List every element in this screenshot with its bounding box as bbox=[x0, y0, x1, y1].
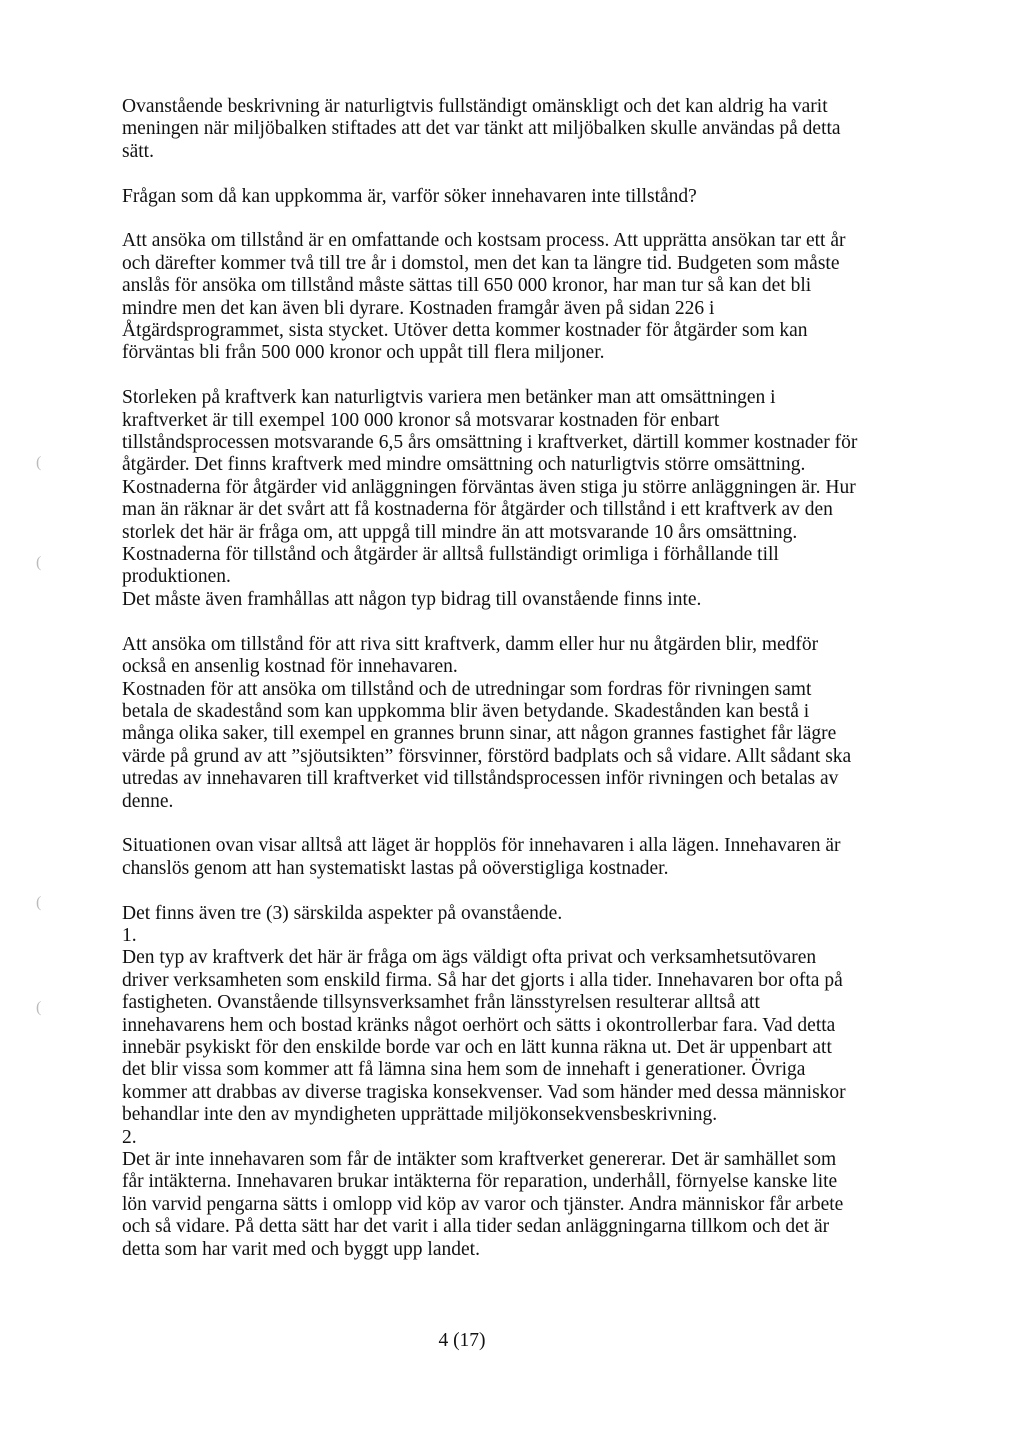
text-line: Åtgärdsprogrammet, sista stycket. Utöver detta kommer kostnader för åtgärder som kan bbox=[122, 320, 808, 342]
text-line: Ovanstående beskrivning är naturligtvis fullständigt omänskligt och det kan aldrig ha varit bbox=[122, 96, 828, 117]
text-line: Kostnaden för att ansöka om tillstånd och de utredningar som fordras för rivningen samt bbox=[122, 678, 812, 700]
margin-mark: ( bbox=[36, 454, 42, 471]
text-line: Storleken på kraftverk kan naturligtvis variera men betänker man att omsättningen i bbox=[122, 387, 776, 409]
text-line: sätt. bbox=[122, 140, 154, 162]
text-line: fastigheten. Ovanstående tillsynsverksamhet från länsstyrelsen resulterar alltså att bbox=[122, 992, 760, 1014]
paragraph bbox=[122, 835, 912, 880]
text-line: Att ansöka om tillstånd är en omfattande och kostsam process. Att upprätta ansökan tar ett år bbox=[122, 230, 846, 252]
text-line: Det måste även framhållas att någon typ bidrag till ovanstående finns inte. bbox=[122, 588, 702, 610]
text-line: storlek det här är fråga om, att uppgå till mindre än att motsvarande 10 års omsättning. bbox=[122, 521, 798, 543]
text-line: Frågan som då kan uppkomma är, varför söker innehavaren inte tillstånd? bbox=[122, 185, 697, 207]
text-line: chanslös genom att han systematiskt lastas på oöverstigliga kostnader. bbox=[122, 857, 669, 879]
paragraph bbox=[122, 903, 912, 1262]
margin-mark: ( bbox=[36, 999, 42, 1016]
text-line: behandlar inte den av myndigheten upprättade miljökonsekvensbeskrivning. bbox=[122, 1104, 718, 1126]
text-line: lön varvid pengarna sätts i omlopp vid köp av varor och tjänster. Andra människor får arbete bbox=[122, 1193, 844, 1215]
text-line: åtgärder. Det finns kraftverk med mindre omsättning och naturligtvis större omsättning. bbox=[122, 454, 806, 476]
text-line: mindre men det kan även bli dyrare. Kostnaden framgår även på sidan 226 i bbox=[122, 297, 715, 319]
text-line: anslås för ansöka om tillstånd måste sättas till 650 000 kronor, har man tur så kan det bli bbox=[122, 275, 812, 297]
text-line: 1. bbox=[122, 924, 137, 946]
text-line: värde på grund av att ”sjöutsikten” försvinner, förstörd badplats och så vidare. Allt sådant ska bbox=[122, 745, 852, 767]
margin-mark: ( bbox=[36, 894, 42, 911]
text-line: detta som har varit med och byggt upp landet. bbox=[122, 1238, 480, 1260]
text-line: Att ansöka om tillstånd för att riva sitt kraftverk, damm eller hur nu åtgärden blir, medför bbox=[122, 633, 819, 655]
paragraph bbox=[122, 96, 912, 163]
text-line: många olika saker, till exempel en grannes brunn sinar, att någon grannes fastighet får lägre bbox=[122, 723, 837, 745]
text-line: tillståndsprocessen motsvarande 6,5 års omsättning i kraftverket, därtill kommer kostnader för bbox=[122, 432, 858, 454]
text-line: Kostnaderna för tillstånd och åtgärder är alltså fullständigt orimliga i förhållande till bbox=[122, 544, 779, 566]
text-line: Det är inte innehavaren som får de intäkter som kraftverket genererar. Det är samhället som bbox=[122, 1149, 837, 1170]
text-line: Situationen ovan visar alltså att läget är hopplös för innehavaren i alla lägen. Innehavaren är bbox=[122, 835, 841, 857]
paragraph bbox=[122, 634, 912, 813]
text-line: produktionen. bbox=[122, 566, 231, 588]
paragraph bbox=[122, 230, 912, 364]
text-line: Det finns även tre (3) särskilda aspekter på ovanstående. bbox=[122, 902, 563, 924]
text-line: 2. bbox=[122, 1126, 137, 1148]
text-line: man än räknar är det svårt att få kostnaderna för åtgärder och tillstånd i ett kraftverk av den bbox=[122, 499, 833, 521]
paragraph bbox=[122, 387, 912, 611]
text-line: får intäkterna. Innehavaren brukar intäkterna för reparation, underhåll, förnyelse kanske lite bbox=[122, 1171, 838, 1193]
text-line: driver verksamheten som enskild firma. Så har det gjorts i alla tider. Innehavaren bor ofta på bbox=[122, 969, 843, 991]
text-line: innebär psykiskt för den enskilde borde var och en lätt kunna räkna ut. Det är uppenbart att bbox=[122, 1036, 832, 1058]
text-line: det blir vissa som kommer att få lämna sina hem som de innehaft i generationer. Övriga bbox=[122, 1059, 806, 1081]
document-body bbox=[122, 96, 912, 1261]
text-line: innehavarens hem och bostad kränks något oerhört och sätts i okontrollerbar fara. Vad detta bbox=[122, 1014, 836, 1036]
text-line: Den typ av kraftverk det här är fråga om ägs väldigt ofta privat och verksamhetsutövaren bbox=[122, 947, 817, 969]
page-number: 4 (17) bbox=[438, 1330, 486, 1351]
text-line: betala de skadestånd som kan uppkomma blir även betydande. Skadestånden kan bestå i bbox=[122, 700, 810, 722]
text-line: denne. bbox=[122, 790, 174, 812]
text-line: kommer att drabbas av diverse tragiska konsekvenser. Vad som händer med dessa människor bbox=[122, 1081, 846, 1103]
text-line: kraftverket är till exempel 100 000 kronor så motsvarar kostnaden för enbart bbox=[122, 409, 720, 431]
text-line: utredas av innehavaren till kraftverket vid tillståndsprocessen inför rivningen och betalas av bbox=[122, 768, 839, 790]
text-line: Kostnaderna för åtgärder vid anläggningen förväntas även stiga ju större anläggningen är. Hur bbox=[122, 476, 856, 498]
text-line: också en ansenlig kostnad för innehavaren. bbox=[122, 656, 458, 678]
page-number-container bbox=[0, 1330, 1024, 1352]
text-line: meningen när miljöbalken stiftades att det var tänkt att miljöbalken skulle användas på detta bbox=[122, 118, 841, 140]
text-line: och därefter kommer två till tre år i domstol, men det kan ta längre tid. Budgeten som måste bbox=[122, 252, 840, 274]
text-line: och så vidare. På detta sätt har det varit i alla tider sedan anläggningarna tillkom och det är bbox=[122, 1216, 830, 1238]
paragraph bbox=[122, 186, 912, 208]
text-line: förväntas bli från 500 000 kronor och uppåt till flera miljoner. bbox=[122, 342, 605, 364]
margin-mark: ( bbox=[36, 554, 42, 571]
